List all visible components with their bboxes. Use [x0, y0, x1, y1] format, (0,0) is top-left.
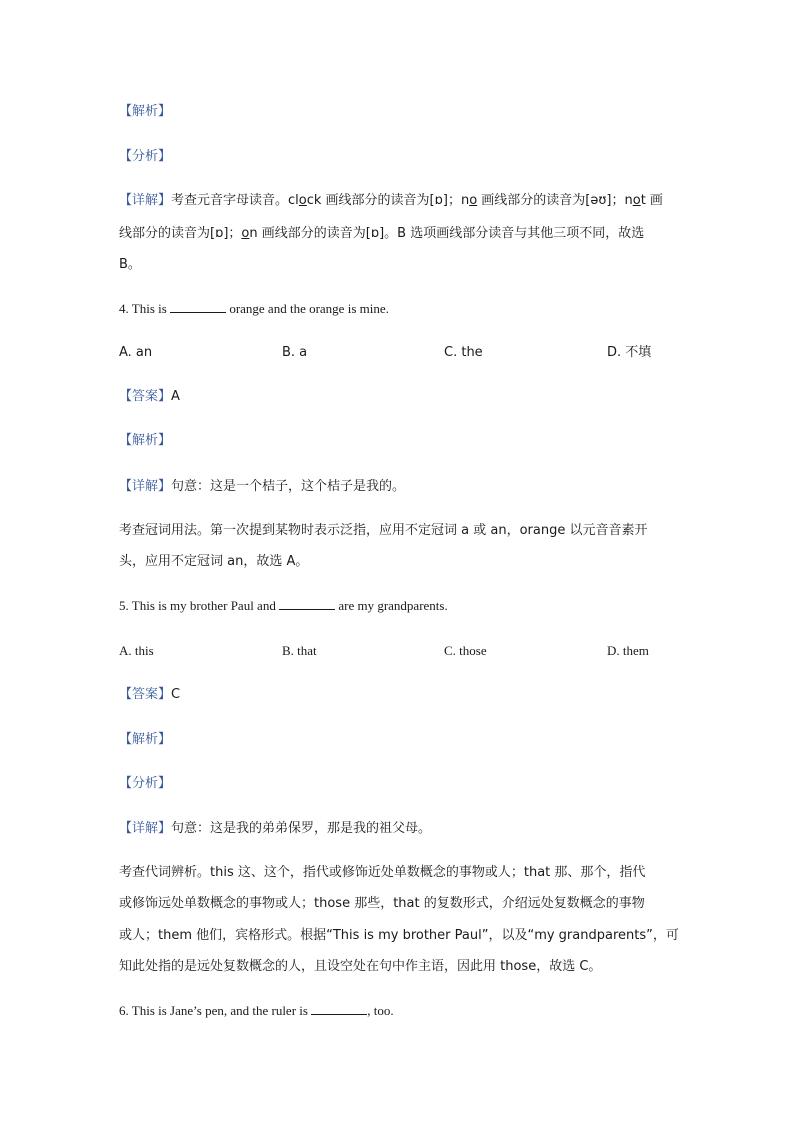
q5-detail-line-4: 或人；them 他们，宾格形式。根据“This is my brother Paul”，以及“my grandparents”，可	[119, 928, 679, 943]
q4-option-b: B. a	[282, 345, 308, 360]
q5-option-c: C. those	[444, 643, 487, 658]
q5-detail-line-5: 知此处指的是远处复数概念的人，且设空处在句中作主语，因此用 those，故选 C。	[119, 959, 602, 974]
question-4-stem: 4. This is orange and the orange is mine.	[119, 301, 389, 316]
q5-detail-line-1: 【详解】句意：这是我的弟弟保罗，那是我的祖父母。	[119, 821, 432, 836]
detail-line-3: B。	[119, 257, 141, 272]
q4-answer: 【答案】A	[119, 389, 180, 404]
q4-detail-line-3: 头，应用不定冠词 an，故选 A。	[119, 554, 309, 569]
answer-blank	[279, 597, 335, 610]
question-6-stem: 6. This is Jane’s pen, and the ruler is , too.	[119, 1003, 394, 1018]
question-5-stem: 5. This is my brother Paul and are my grandparents.	[119, 598, 448, 613]
q5-analysis-sub-heading: 【分析】	[119, 776, 172, 791]
answer-blank	[311, 1002, 367, 1015]
q5-option-b: B. that	[282, 643, 317, 658]
detail-tag: 【详解】	[119, 193, 172, 208]
q4-option-c: C. the	[444, 345, 483, 360]
q4-option-d: D. 不填	[607, 345, 652, 360]
q4-detail-line-2: 考查冠词用法。第一次提到某物时表示泛指，应用不定冠词 a 或 an，orange 以元音音素开	[119, 523, 648, 538]
detail-line-1: 【详解】考查元音字母读音。clock 画线部分的读音为[ɒ]；no 画线部分的读音为[əʊ]；not 画	[119, 193, 663, 208]
detail-line-2: 线部分的读音为[ɒ]；on 画线部分的读音为[ɒ]。B 选项画线部分读音与其他三项不同，故选	[119, 226, 645, 241]
q5-analysis-heading: 【解析】	[119, 732, 172, 747]
analysis-heading: 【解析】	[119, 104, 172, 119]
q5-option-d: D. them	[607, 643, 649, 658]
q5-detail-line-3: 或修饰远处单数概念的事物或人；those 那些，that 的复数形式，介绍远处复数概念的事物	[119, 896, 645, 911]
answer-blank	[170, 300, 226, 313]
q5-option-a: A. this	[119, 643, 154, 658]
q5-detail-line-2: 考查代词辨析。this 这、这个，指代或修饰近处单数概念的事物或人；that 那、那个，指代	[119, 865, 646, 880]
q4-detail-line-1: 【详解】句意：这是一个桔子，这个桔子是我的。	[119, 479, 406, 494]
q4-analysis-heading: 【解析】	[119, 433, 172, 448]
analysis-sub-heading: 【分析】	[119, 149, 172, 164]
q5-answer: 【答案】C	[119, 687, 181, 702]
q4-option-a: A. an	[119, 345, 153, 360]
